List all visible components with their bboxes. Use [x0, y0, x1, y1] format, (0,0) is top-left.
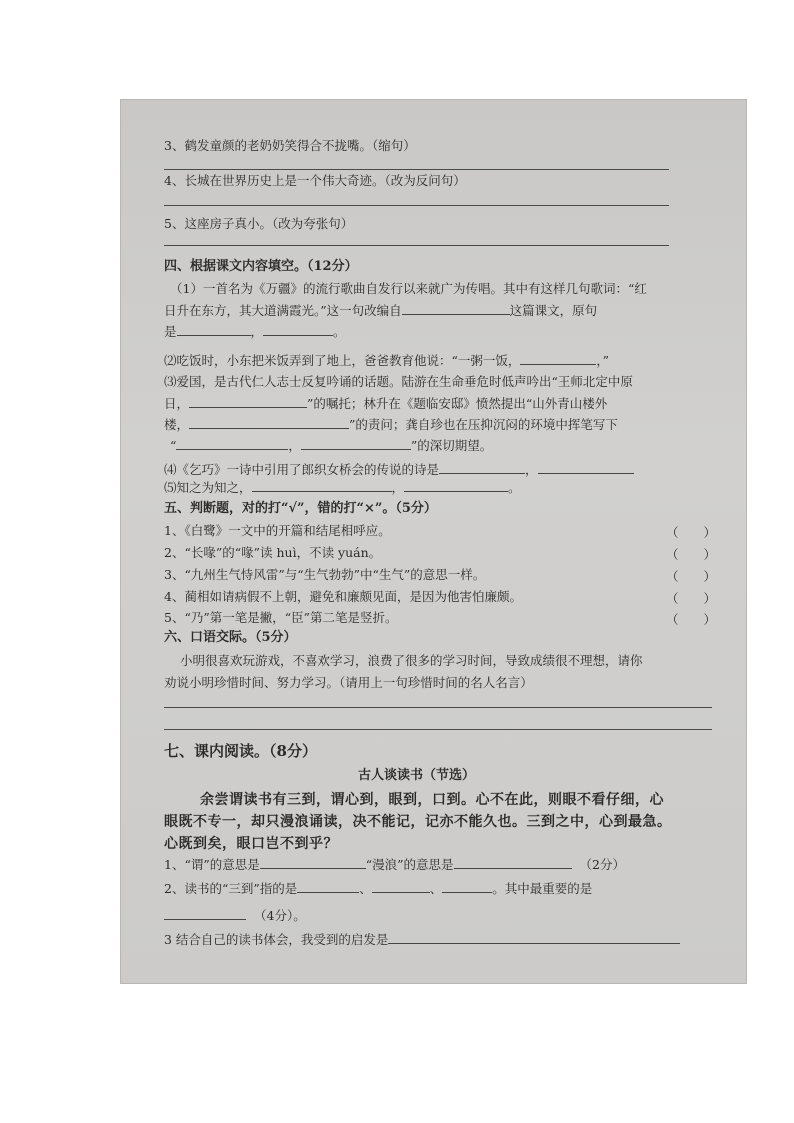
- blank-manlang-meaning[interactable]: [454, 856, 572, 869]
- blank-original-1[interactable]: [177, 323, 251, 336]
- reading-q2-line1: 2、读书的“三到”指的是 、 、 。其中最重要的是: [164, 881, 593, 896]
- section6-title: 六、口语交际。（5分）: [164, 630, 297, 645]
- judge-item-3: 3、“九州生气恃风雷”与“生气勃勃”中“生气”的意思一样。: [164, 567, 486, 582]
- blank-p2[interactable]: [520, 352, 596, 365]
- blank-original-2[interactable]: [263, 323, 333, 336]
- judge-answer-box-1[interactable]: （ ）: [666, 525, 717, 540]
- passage-line3: 心既到矣，眼口岂不到乎？: [164, 836, 338, 852]
- passage-line1: 余尝谓读书有三到，谓心到，眼到，口到。心不在此，则眼不看仔细，心: [200, 792, 664, 808]
- blank-gongzizhen-1[interactable]: [176, 437, 288, 450]
- judge-answer-box-5[interactable]: （ ）: [666, 612, 717, 627]
- rewrite-q4: 4、长城在世界历史上是一个伟大奇迹。（改为反问句）: [164, 173, 466, 188]
- blank-zhizhi-2[interactable]: [404, 479, 508, 492]
- fill-p3-line3: 楼， ”的责问；龚自珍也在压抑沉闷的环境中挥笔写下: [164, 417, 618, 432]
- passage-title: 古人谈读书（节选）: [358, 768, 476, 783]
- fill-p1-line3: 是 ， 。: [164, 324, 346, 339]
- passage-line2: 眼既不专一，却只漫浪诵读，决不能记，记亦不能久也。三到之中，心到最急。: [164, 814, 672, 830]
- blank-qiqiao-2[interactable]: [538, 461, 634, 474]
- exam-paper-photo: [120, 99, 747, 984]
- blank-qiqiao-1[interactable]: [439, 461, 525, 474]
- blank-lesson-title[interactable]: [402, 302, 510, 315]
- fill-p1-line1: （1）一首名为《万疆》的流行歌曲自发行以来就广为传唱。其中有这样几句歌词：“红: [170, 281, 647, 296]
- oral-prompt-line2: 劝说小明珍惜时间、努力学习。（请用上一句珍惜时间的名人名言）: [164, 675, 533, 690]
- judge-answer-box-4[interactable]: （ ）: [666, 591, 717, 606]
- judge-answer-box-2[interactable]: （ ）: [666, 547, 717, 562]
- reading-q3: 3 结合自己的读书体会，我受到的启发是: [164, 931, 680, 948]
- blank-sandao-2[interactable]: [372, 880, 430, 893]
- answer-line[interactable]: [164, 729, 712, 730]
- fill-p3-line2: 日， ”的嘱托；林升在《题临安邸》愤然提出“山外青山楼外: [164, 396, 608, 411]
- blank-gongzizhen-2[interactable]: [301, 437, 411, 450]
- judge-item-4: 4、蔺相如请病假不上朝，避免和廉颇见面，是因为他害怕廉颇。: [164, 589, 522, 604]
- judge-item-2: 2、“长喙”的“喙”读 huì，不读 yuán。: [164, 545, 382, 560]
- answer-line[interactable]: [164, 205, 669, 206]
- fill-p5: ⑸知之为知之， ， 。: [164, 480, 521, 495]
- blank-zhizhi-1[interactable]: [252, 479, 392, 492]
- answer-line[interactable]: [164, 245, 669, 246]
- section5-title: 五、判断题，对的打“√”，错的打“×”。（5分）: [164, 501, 437, 516]
- blank-wei-meaning[interactable]: [260, 856, 366, 869]
- judge-answer-box-3[interactable]: （ ）: [666, 569, 717, 584]
- blank-luyou[interactable]: [189, 395, 307, 408]
- fill-p2: ⑵吃饭时，小东把米饭弄到了地上，爸爸教育他说：“一粥一饭， ，”: [164, 353, 610, 368]
- blank-most-important[interactable]: [164, 907, 246, 920]
- blank-linsheng[interactable]: [189, 416, 349, 429]
- judge-item-1: 1、《白鹭》一文中的开篇和结尾相呼应。: [164, 523, 391, 538]
- reading-q1: 1、“谓”的意思是 “漫浪”的意思是 （2分）: [164, 857, 625, 872]
- fill-p3-line4: “ ， ”的深切期望。: [170, 438, 493, 453]
- blank-sandao-1[interactable]: [297, 880, 359, 893]
- answer-line[interactable]: [164, 707, 712, 708]
- blank-sandao-3[interactable]: [442, 880, 492, 893]
- section7-title: 七、课内阅读。（8分）: [164, 742, 317, 760]
- blank-inspiration[interactable]: [388, 931, 680, 944]
- fill-p4: ⑷《乞巧》一诗中引用了郎织女桥会的传说的诗是 ，: [164, 461, 634, 478]
- judge-item-5: 5、“乃”第一笔是撇，“臣”第二笔是竖折。: [164, 610, 398, 625]
- fill-p3-line1: ⑶爱国，是古代仁人志士反复吟诵的话题。陆游在生命垂危时低声吟出“王师北定中原: [164, 374, 633, 389]
- answer-line[interactable]: [164, 169, 669, 170]
- fill-p1-line2: 日升在东方，其大道满霞光。”这一句改编自 这篇课文，原句: [164, 303, 598, 318]
- section4-title: 四、根据课文内容填空。（12分）: [164, 259, 358, 274]
- oral-prompt-line1: 小明很喜欢玩游戏，不喜欢学习，浪费了很多的学习时间，导致成绩很不理想，请你: [180, 653, 643, 668]
- rewrite-q5: 5、这座房子真小。（改为夸张句）: [164, 216, 354, 231]
- reading-q2-line2: （4分）。: [164, 907, 306, 924]
- rewrite-q3: 3、鹤发童颜的老奶奶笑得合不拢嘴。（缩句）: [164, 138, 416, 153]
